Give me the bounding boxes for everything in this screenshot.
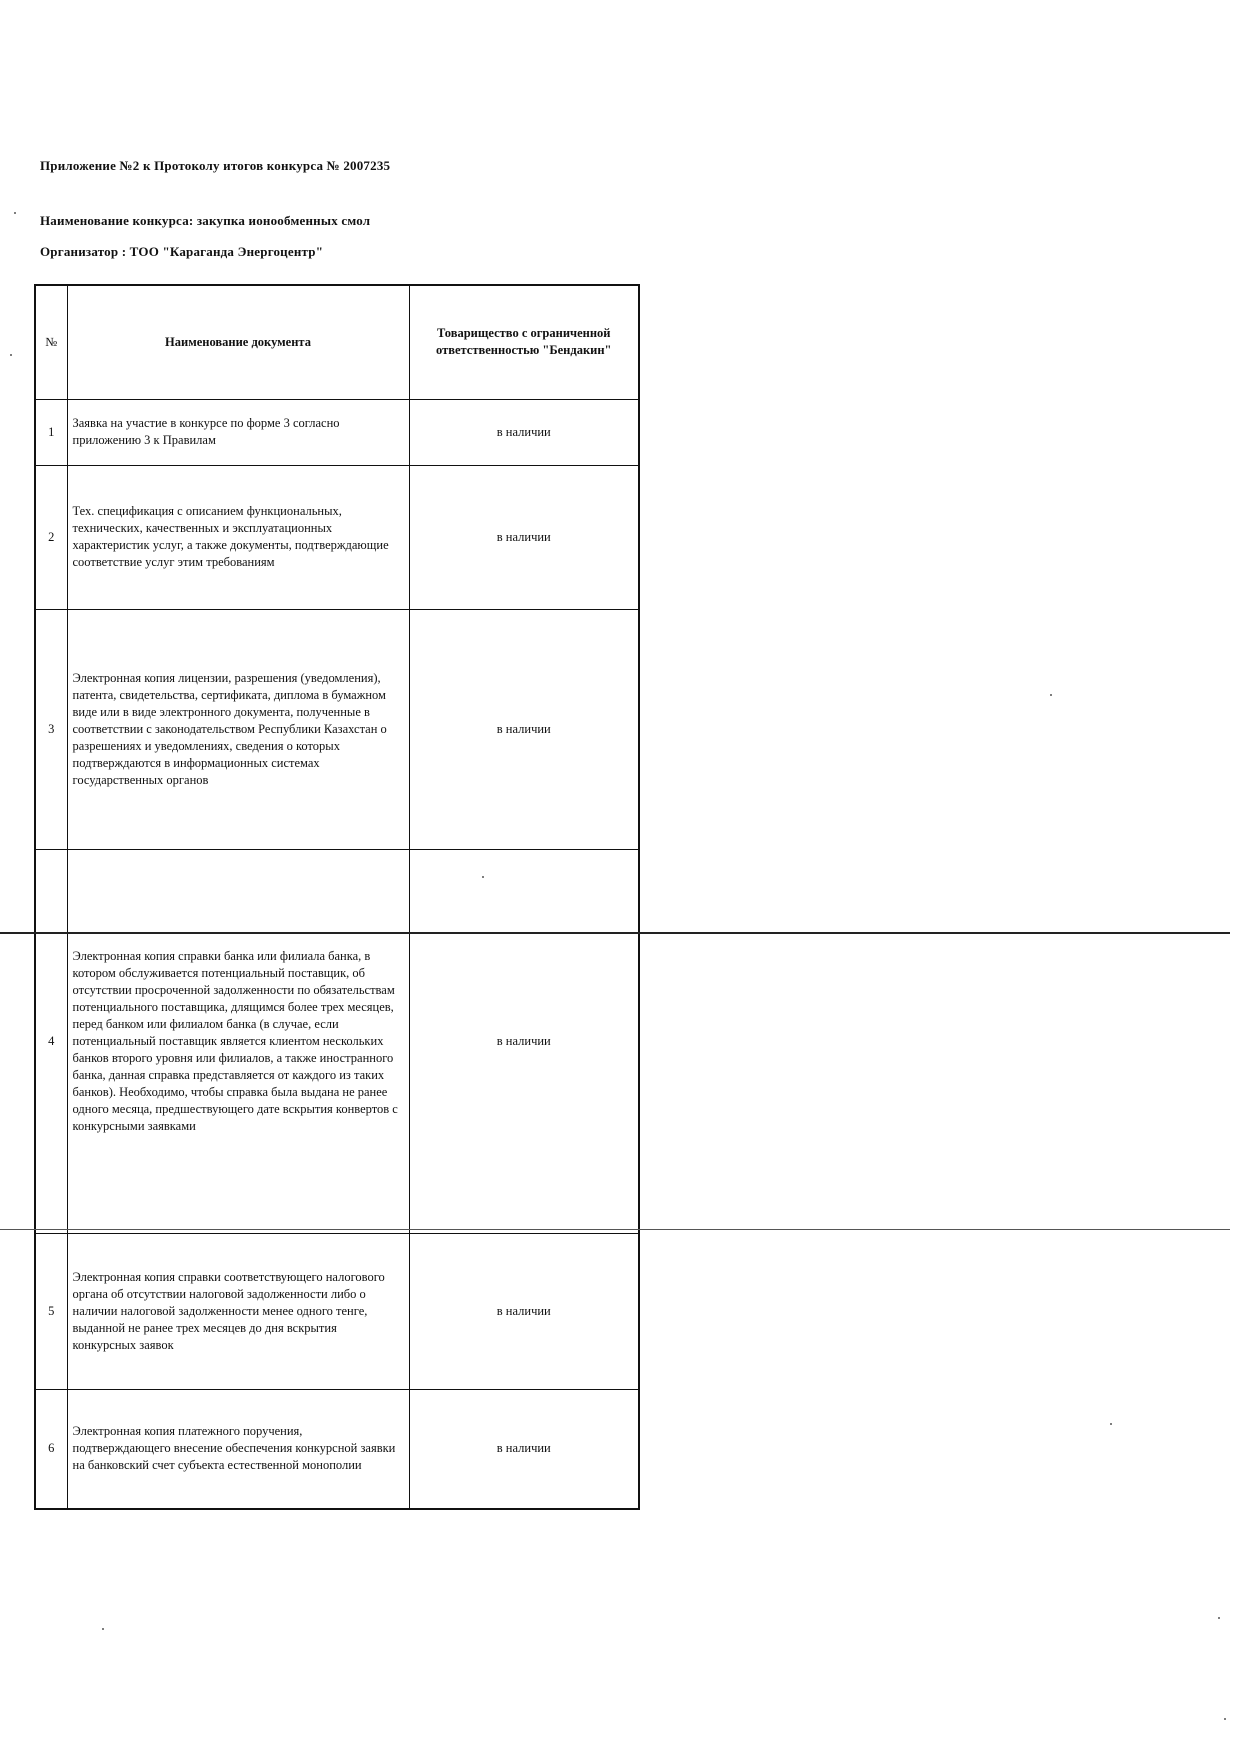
row-number: 4: [35, 849, 67, 1233]
document-name: Электронная копия платежного поручения, подтверждающего внесение обеспечения конкурсной заявки на банковский счет субъекта естественной монополии: [67, 1389, 409, 1509]
organizer: Организатор : ТОО "Караганда Энергоцентр": [40, 244, 324, 259]
header-document-name: Наименование документа: [67, 285, 409, 399]
table-row: [35, 465, 639, 609]
scan-speck: [482, 876, 484, 878]
scan-speck: [10, 354, 12, 356]
document-name: Электронная копия лицензии, разрешения (уведомления), патента, свидетельства, сертификата, диплома в бумажном виде или в виде электронного документа, полученные в соответствии с законодательством Республики Казахстан о разрешениях и уведомлениях, сведения о которых подтверждаются в информационных системах государственных органов: [67, 609, 409, 849]
row-number: 6: [35, 1389, 67, 1509]
table-header-row: [35, 285, 639, 399]
table-row: [35, 1389, 639, 1509]
row-number: 1: [35, 399, 67, 465]
row-number: 5: [35, 1233, 67, 1389]
table-row: [35, 609, 639, 849]
header-number: №: [35, 285, 67, 399]
document-status: в наличии: [409, 465, 639, 609]
scan-speck: [1050, 694, 1052, 696]
scan-speck: [102, 1628, 104, 1630]
table-row: [35, 1233, 639, 1389]
table-row: [35, 849, 639, 1233]
scan-speck: [14, 212, 16, 214]
document-name: Электронная копия справки банка или филиала банка, в котором обслуживается потенциальный поставщик, об отсутствии просроченной задолженности по обязательствам потенциального поставщика, длящимся более трех месяцев, перед банком или филиалом банка (в случае, если потенциальный поставщик является клиентом нескольких банков второго уровня или филиалов, а также иностранного банка, данная справка представляется от каждого из таких банков). Необходимо, чтобы справка была выдана не ранее одного месяца, предшествующего дате вскрытия конвертов с конкурсными заявками: [67, 849, 409, 1233]
scan-artifact-line: [0, 1229, 1230, 1230]
table-row: [35, 399, 639, 465]
documents-table: [34, 284, 640, 1510]
contest-name: Наименование конкурса: закупка ионообменных смол: [40, 213, 371, 228]
row-number: 2: [35, 465, 67, 609]
scan-speck: [1218, 1617, 1220, 1619]
document-name: Электронная копия справки соответствующего налогового органа об отсутствии налоговой задолженности либо о наличии налоговой задолженности менее одного тенге, выданной не ранее трех месяцев до дня вскрытия конкурсных заявок: [67, 1233, 409, 1389]
document-status: в наличии: [409, 609, 639, 849]
document-status: в наличии: [409, 849, 639, 1233]
document-status: в наличии: [409, 1389, 639, 1509]
scan-speck: [1224, 1718, 1226, 1720]
document-status: в наличии: [409, 399, 639, 465]
document-name: Тех. спецификация с описанием функциональных, технических, качественных и эксплуатационных характеристик услуг, а также документы, подтверждающие соответствие услуг этим требованиям: [67, 465, 409, 609]
scan-speck: [1110, 1423, 1112, 1425]
scan-artifact-line: [0, 932, 1230, 934]
document-status: в наличии: [409, 1233, 639, 1389]
row-number: 3: [35, 609, 67, 849]
document-heading: Приложение №2 к Протоколу итогов конкурса № 2007235: [40, 158, 391, 173]
header-supplier: Товарищество с ограниченной ответственностью "Бендакин": [409, 285, 639, 399]
document-name: Заявка на участие в конкурсе по форме 3 согласно приложению 3 к Правилам: [67, 399, 409, 465]
